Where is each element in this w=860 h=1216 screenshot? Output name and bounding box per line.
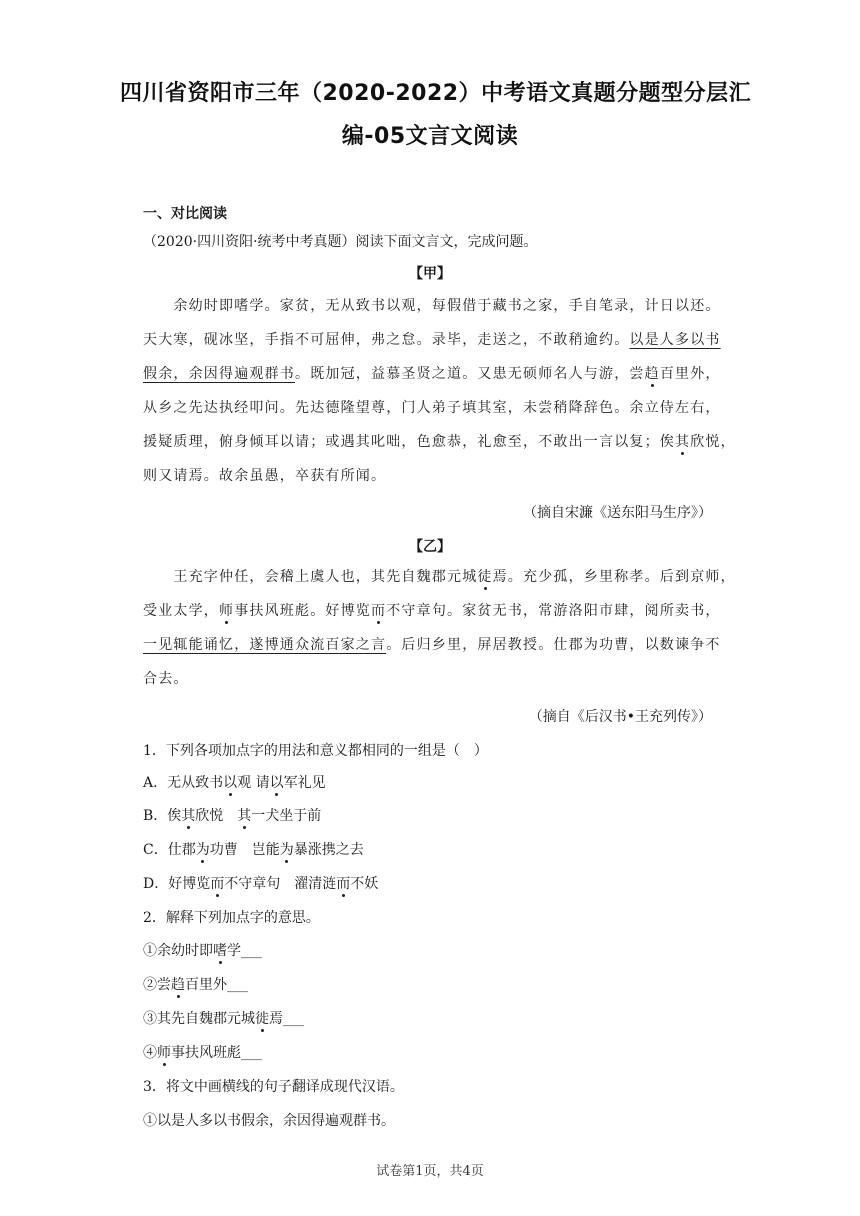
page-title-line2: 编-05文言文阅读	[341, 124, 519, 149]
question-1-option-d: D．好博览而不守章句 濯清涟而不妖	[143, 876, 379, 892]
underlined-sentence: 假余，余因得遍观群书	[143, 366, 295, 382]
question-1-option-b: B．俟其欣悦 其一犬坐于前	[143, 808, 322, 824]
dotted-char: 而	[210, 876, 225, 892]
passage-line: 合去。	[143, 671, 189, 687]
passage-line: 假余，余因得遍观群书。既加冠，益慕圣贤之道。又患无硕师名人与游，尝趋百里外，	[143, 366, 721, 382]
dotted-char: 其	[237, 808, 252, 824]
passage-line: 受业太学，师事扶风班彪。好博览而不守章句。家贫无书，常游洛阳市肆，阅所卖书，	[143, 603, 721, 619]
dotted-char: 师	[157, 1045, 171, 1061]
question-1-option-a: A．无从致书以观 请以军礼见	[143, 775, 326, 791]
dotted-char: 以	[269, 775, 284, 791]
passage-line: 王充字仲任，会稽上虞人也，其先自魏郡元城徒焉。充少孤，乡里称孝。后到京师，	[143, 569, 736, 585]
question-3-item: ①以是人多以书假余，余因得遍观群书。	[143, 1113, 395, 1129]
passage-line: 余幼时即嗜学。家贫，无从致书以观，每假借于藏书之家，手自笔录，计日以还。	[143, 298, 721, 314]
dotted-char: 徒	[477, 569, 493, 585]
passage-yi-label: 【乙】	[409, 539, 451, 555]
passage-line: 天大寒，砚冰坚，手指不可屈伸，弗之怠。录毕，走送之，不敢稍逾约。以是人多以书	[143, 332, 721, 348]
dotted-char: 其	[675, 434, 691, 450]
question-2-item: ④师事扶风班彪___	[143, 1045, 262, 1061]
passage-line: 则又请焉。故余虽愚，卒获有所闻。	[143, 468, 387, 484]
passage-line: 从乡之先达执经叩问。先达德隆望尊，门人弟子填其室，未尝稍降辞色。余立侍左右，	[143, 400, 721, 416]
underlined-sentence: 以是人多以书	[629, 332, 721, 348]
question-source: （2020·四川资阳·统考中考真题）阅读下面文言文，完成问题。	[143, 234, 538, 250]
question-2-item: ③其先自魏郡元城徙焉___	[143, 1011, 304, 1027]
citation-jia: （摘自宋濂《送东阳马生序》）	[523, 505, 712, 521]
citation-yi: （摘自《后汉书•王充列传》）	[528, 709, 712, 725]
dotted-char: 而	[336, 876, 351, 892]
passage-line: 援疑质理，俯身倾耳以请；或遇其叱咄，色愈恭，礼愈至，不敢出一言以复；俟其欣悦，	[143, 434, 736, 450]
passage-jia-label: 【甲】	[409, 266, 451, 282]
question-2-stem: 2．解释下列加点字的意思。	[143, 910, 320, 926]
dotted-char: 徙	[255, 1011, 269, 1027]
section-heading: 一、对比阅读	[143, 206, 227, 222]
page-title-line1: 四川省资阳市三年（2020-2022）中考语文真题分题型分层汇	[120, 81, 752, 106]
dotted-char: 师	[219, 603, 235, 619]
dotted-char: 趋	[171, 977, 185, 993]
dotted-char: 为	[195, 842, 210, 858]
dotted-char: 而	[371, 603, 387, 619]
dotted-char: 其	[181, 808, 196, 824]
dotted-char: 嗜	[213, 943, 227, 959]
question-3-stem: 3．将文中画横线的句子翻译成现代汉语。	[143, 1079, 404, 1095]
question-1-option-c: C．仕郡为功曹 岂能为暴涨携之去	[143, 842, 364, 858]
question-1-stem: 1．下列各项加点字的用法和意义都相同的一组是（ ）	[143, 743, 488, 759]
page-footer: 试卷第1页，共4页	[376, 1164, 484, 1179]
dotted-char: 以	[223, 775, 238, 791]
underlined-sentence: 一见辄能诵忆，遂博通众流百家之言	[143, 637, 387, 653]
question-2-item: ②尝趋百里外___	[143, 977, 248, 993]
dotted-char: 为	[279, 842, 294, 858]
passage-line: 一见辄能诵忆，遂博通众流百家之言。后归乡里，屏居教授。仕郡为功曹，以数谏争不	[143, 637, 721, 653]
dotted-char: 趋	[644, 366, 660, 382]
question-2-item: ①余幼时即嗜学___	[143, 943, 262, 959]
